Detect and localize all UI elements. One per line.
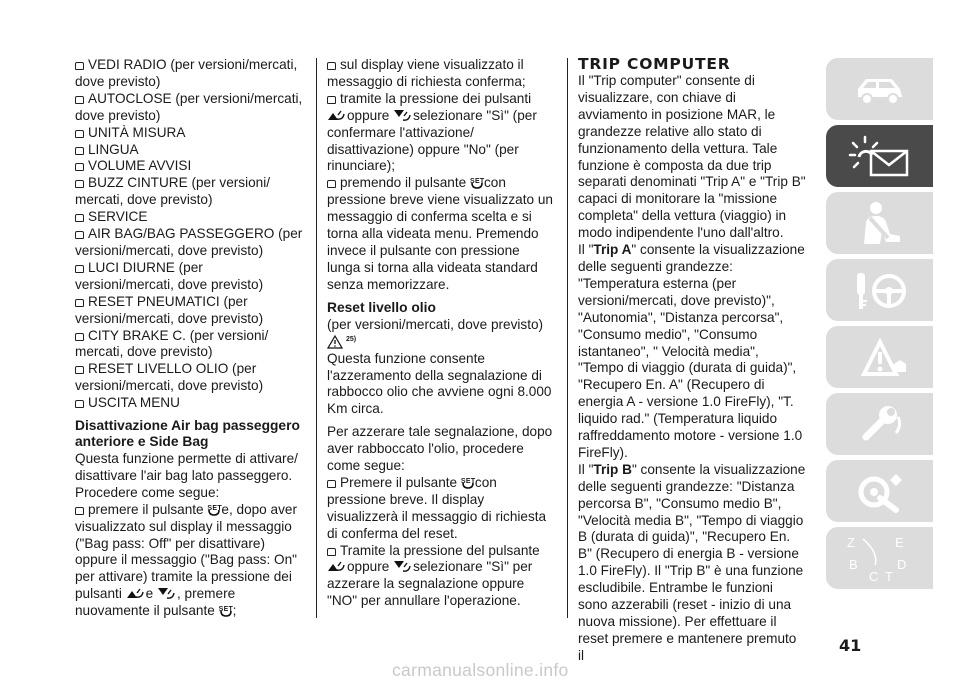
spanner-gear-icon bbox=[850, 468, 910, 514]
step: sul display viene visualizzato il messaggio di richiesta conferma; bbox=[327, 57, 553, 91]
menu-item: LUCI DIURNE (per versioni/mercati, dove previsto) bbox=[75, 260, 303, 294]
step: tramite la pressione dei pulsanti oppure selezionare "Sì" (per confermare l'attivazione/ disattivazione) oppure "No" (per rinunciare); bbox=[327, 91, 553, 176]
column-divider bbox=[567, 58, 568, 618]
tab-starting-driving[interactable] bbox=[826, 259, 933, 321]
subheading: (per versioni/mercati, dove previsto) bbox=[327, 316, 544, 332]
down-button-icon bbox=[157, 586, 177, 601]
tab-index[interactable] bbox=[826, 527, 933, 589]
warning-light-envelope-icon bbox=[845, 133, 915, 179]
menu-item: SERVICE bbox=[75, 209, 303, 226]
svg-text:Z: Z bbox=[846, 535, 855, 550]
step: premere il pulsante SET e, dopo aver visualizzato sul display il messaggio ("Bag pass: Off" per disattivare) oppure il messaggio ("Bag pass: On" per attivare) tramite la pressione dei pulsanti e , premere nuovamente il pulsante SET ; bbox=[75, 502, 303, 620]
section-title: TRIP COMPUTER bbox=[578, 55, 731, 73]
menu-item: VEDI RADIO (per versioni/mercati, dove previsto) bbox=[75, 57, 303, 91]
paragraph: Per azzerare tale segnalazione, dopo aver rabboccato l'olio, procedere come segue: bbox=[327, 424, 553, 474]
svg-text:E: E bbox=[894, 535, 904, 550]
menu-item: VOLUME AVVISI bbox=[75, 158, 303, 175]
alphabet-index-icon bbox=[835, 531, 925, 585]
chapter-sidebar bbox=[826, 58, 934, 594]
wrench-icon bbox=[850, 401, 910, 447]
menu-item: UNITÀ MISURA bbox=[75, 125, 303, 142]
set-button-icon: SET bbox=[207, 502, 221, 517]
menu-item: RESET PNEUMATICI (per versioni/mercati, dove previsto) bbox=[75, 294, 303, 328]
page-number: 41 bbox=[839, 636, 862, 655]
watermark: carmanualsonline.info bbox=[392, 660, 569, 680]
menu-item: BUZZ CINTURE (per versioni/ mercati, dove previsto) bbox=[75, 175, 303, 209]
menu-item: LINGUA bbox=[75, 142, 303, 159]
key-steering-wheel-icon bbox=[849, 267, 911, 313]
menu-item: RESET LIVELLO OLIO (per versioni/mercati, dove previsto) bbox=[75, 361, 303, 395]
set-button-icon: SET bbox=[461, 475, 475, 490]
step: Premere il pulsante SET con pressione breve. Il display visualizzerà il messaggio di richiesta di conferma del reset. bbox=[327, 475, 553, 543]
svg-text:T: T bbox=[884, 569, 893, 584]
up-button-icon bbox=[327, 559, 347, 574]
tab-emergency[interactable] bbox=[826, 326, 933, 388]
svg-text:B: B bbox=[848, 557, 858, 572]
tab-technical-data[interactable] bbox=[826, 460, 933, 522]
menu-item: AIR BAG/BAG PASSEGGERO (per versioni/mercati, dove previsto) bbox=[75, 226, 303, 258]
tab-safety[interactable] bbox=[826, 192, 933, 254]
paragraph: Questa funzione permette di attivare/ disattivare l'air bag lato passeggero. Procedere come segue: bbox=[75, 451, 298, 500]
car-icon bbox=[850, 71, 910, 107]
down-button-icon bbox=[393, 108, 413, 123]
paragraph: Questa funzione consente l'azzeramento della segnalazione di rabbocco olio che avviene ogni 8.000 Km circa. bbox=[327, 350, 552, 417]
section-heading: Reset livello olio bbox=[327, 299, 436, 315]
set-button-icon: SET bbox=[470, 175, 484, 190]
up-button-icon bbox=[126, 586, 146, 601]
tab-maintenance[interactable] bbox=[826, 393, 933, 455]
up-button-icon bbox=[327, 108, 347, 123]
column-2 bbox=[327, 57, 553, 610]
step: Tramite la pressione del pulsante oppure selezionare "Sì" per azzerare la segnalazione oppure "NO" per annullare l'operazione. bbox=[327, 543, 553, 611]
menu-item: USCITA MENU bbox=[75, 395, 303, 412]
column-divider bbox=[316, 58, 317, 618]
paragraph: Il "Trip A" consente la visualizzazione delle seguenti grandezze: "Temperatura esterna (per versioni/mercati, dove previsto)", "Autonomia", "Distanza percorsa", "Consumo medio", "Consumo istantaneo", " Velocità media", "Tempo di viaggio (durata di guida)", "Recupero En. A" (Recupero di energia A - versione 1.0 FireFly), "T. liquido rad." (Temperatura liquido raffreddamento motore - versione 1.0 FireFly). bbox=[578, 242, 805, 460]
menu-item: AUTOCLOSE (per versioni/mercati, dove previsto) bbox=[75, 90, 303, 123]
svg-text:C: C bbox=[868, 569, 878, 584]
set-button-icon: SET bbox=[219, 603, 233, 618]
column-1 bbox=[75, 57, 303, 620]
svg-text:D: D bbox=[896, 557, 906, 572]
warning-reference: 25) bbox=[327, 335, 553, 349]
tab-vehicle-knowledge[interactable] bbox=[826, 58, 933, 120]
menu-item: CITY BRAKE C. (per versioni/ mercati, dove previsto) bbox=[75, 328, 303, 362]
warning-triangle-icon bbox=[327, 335, 343, 349]
seatbelt-person-icon bbox=[854, 200, 906, 246]
tab-dashboard-warnings[interactable] bbox=[826, 125, 933, 187]
down-button-icon bbox=[393, 559, 413, 574]
section-heading: Disattivazione Air bag passeggero anteriore e Side Bag bbox=[75, 418, 300, 450]
column-3 bbox=[578, 57, 806, 665]
step: premendo il pulsante SET con pressione breve viene visualizzato un messaggio di conferma scelta e si torna alla videata menu. Premendo invece il pulsante con pressione lunga si torna alla videata standard senza memorizzare. bbox=[327, 175, 553, 292]
warning-triangle-car-icon bbox=[850, 334, 910, 380]
paragraph: Il "Trip computer" consente di visualizzare, con chiave di avviamento in posizione MAR, le grandezze relative allo stato di funzionamento della vettura. Tale funzione è composta da due trip separati denominati "Trip A" e "Trip B" capaci di monitorare la "missione completa" della vettura (viaggio) in modo indipendente l'uno dall'altro. bbox=[578, 73, 806, 241]
paragraph: Il "Trip B" consente la visualizzazione delle seguenti grandezze: "Distanza percorsa B", "Consumo medio B", "Velocità media B", "Tempo di viaggio B (durata di guida)", "Recupero En. B" (Recupero di energia B - versione 1.0 FireFly). Il "Trip B" è una funzione escludibile. Entrambe le funzioni sono azzerabili (reset - inizio di una nuova missione). Per effettuare il reset premere e mantenere premuto il bbox=[578, 461, 806, 663]
